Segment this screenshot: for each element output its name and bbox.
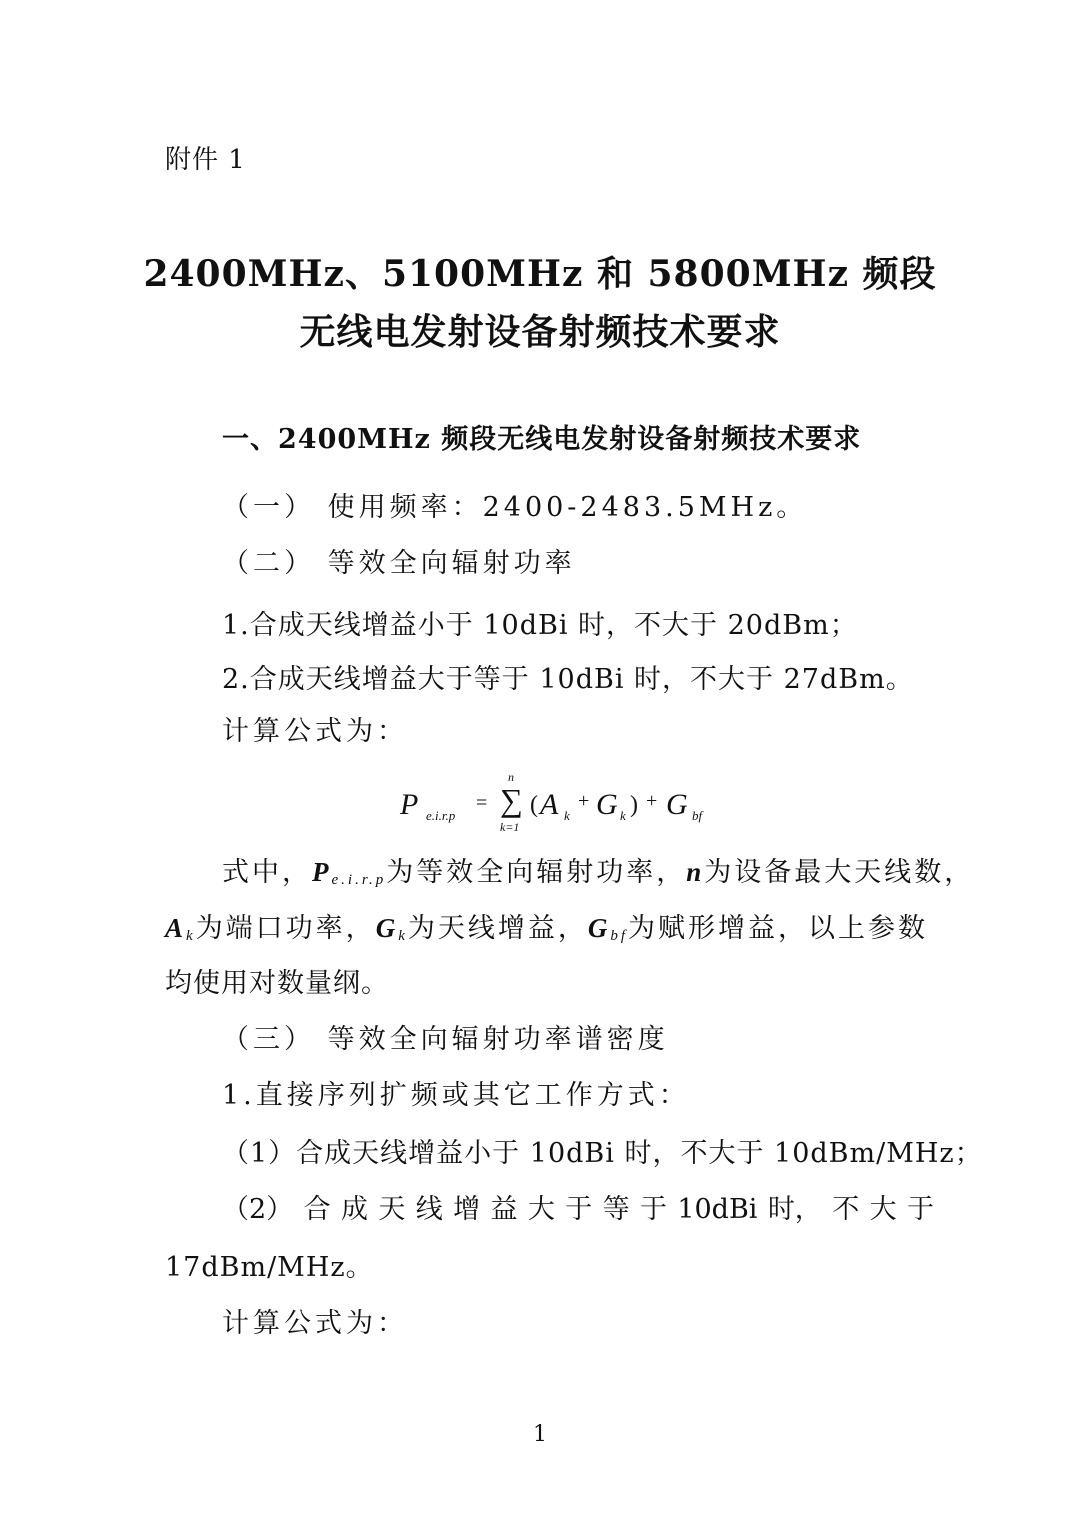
rule-2-word: 10dBi <box>677 1194 758 1225</box>
rule-2-word: 不 <box>832 1194 860 1225</box>
item-psd-rule-2-line-2: 17dBm/MHz。 <box>165 1252 374 1283</box>
calc-label-2: 计算公式为： <box>222 1308 408 1339</box>
item-psd-rule-1: （1）合成天线增益小于 10dBi 时，不大于 10dBm/MHz； <box>222 1138 983 1169</box>
formula-close-paren: ) <box>630 792 638 818</box>
formula-g: G <box>596 788 618 821</box>
item-eirp-rule-2: 2.合成天线增益大于等于 10dBi 时，不大于 27dBm。 <box>222 664 914 695</box>
formula-gbf-sub: bf <box>692 808 703 823</box>
rule-2-word: 天 <box>378 1194 406 1225</box>
explain-text-1: 式中， <box>222 857 312 888</box>
formula-open-paren: ( <box>530 792 538 818</box>
explain-a-sub: k <box>186 928 196 944</box>
explain-text-6: 为赋形增益，以上参数 <box>628 913 929 944</box>
rule-2-word: 成 <box>340 1194 368 1225</box>
page-number: 1 <box>533 1422 547 1447</box>
explain-n: n <box>686 857 705 887</box>
explain-text-4: 为端口功率， <box>195 913 376 944</box>
explain-g: G <box>375 913 399 943</box>
rule-2-word: 增 <box>453 1194 481 1225</box>
attachment-label: 附件 1 <box>165 145 246 175</box>
rule-2-word: 大 <box>527 1194 555 1225</box>
formula-sum-top: n <box>508 770 514 784</box>
item-psd-rule-2-line-1 <box>222 1192 934 1228</box>
formula-explanation-line-2 <box>165 910 928 954</box>
formula-sigma: ∑ <box>500 782 523 818</box>
rule-2-word: 等 <box>602 1194 630 1225</box>
rule-2-word: 于 <box>906 1194 934 1225</box>
rule-2-word: 合 <box>303 1194 331 1225</box>
item-frequency: （一） 使用频率：2400-2483.5MHz。 <box>222 492 808 523</box>
eirp-formula <box>400 770 740 840</box>
formula-plus-1: + <box>578 790 590 812</box>
explain-g-sub: k <box>398 928 408 944</box>
item-eirp-rule-1: 1.合成天线增益小于 10dBi 时，不大于 20dBm； <box>222 610 858 641</box>
document-title-line-2: 无线电发射设备射频技术要求 <box>299 311 781 353</box>
item-eirp-heading: （二） 等效全向辐射功率 <box>222 548 576 579</box>
formula-a: A <box>540 788 559 821</box>
rule-2-word: 大 <box>869 1194 897 1225</box>
explain-a: A <box>165 913 187 943</box>
rule-2-word: 时， <box>767 1194 822 1225</box>
formula-g-sub: k <box>620 808 626 823</box>
formula-p-sub: e.i.r.p <box>426 808 456 823</box>
explain-p: P <box>312 857 332 887</box>
document-title-line-1: 2400MHz、5100MHz 和 5800MHz 频段 <box>143 253 937 295</box>
formula-plus-2: + <box>646 790 658 812</box>
explain-gbf-sub: bf <box>610 928 629 944</box>
explain-text-2: 为等效全向辐射功率， <box>386 857 687 888</box>
explain-text-3: 为设备最大天线数， <box>704 857 975 888</box>
explain-text-5: 为天线增益， <box>407 913 588 944</box>
formula-gbf: G <box>666 788 688 821</box>
formula-explanation-line-1 <box>222 854 974 898</box>
explain-gbf: G <box>587 913 611 943</box>
rule-2-word: 于 <box>639 1194 667 1225</box>
formula-eq: = <box>476 792 488 814</box>
item-psd-heading: （三） 等效全向辐射功率谱密度 <box>222 1024 669 1055</box>
formula-a-sub: k <box>564 808 570 823</box>
rule-2-word: （2） <box>222 1194 294 1225</box>
formula-explanation-line-3: 均使用对数量纲。 <box>165 968 389 999</box>
explain-p-sub: e.i.r.p <box>331 872 387 888</box>
item-psd-mode: 1.直接序列扩频或其它工作方式： <box>222 1080 690 1111</box>
rule-2-word: 益 <box>490 1194 518 1225</box>
formula-p: P <box>400 788 419 821</box>
rule-2-word: 于 <box>565 1194 593 1225</box>
formula-sum-bottom: k=1 <box>500 820 520 834</box>
calc-label: 计算公式为： <box>222 716 408 747</box>
rule-2-word: 线 <box>415 1194 443 1225</box>
section-heading: 一、2400MHz 频段无线电发射设备射频技术要求 <box>222 424 862 455</box>
